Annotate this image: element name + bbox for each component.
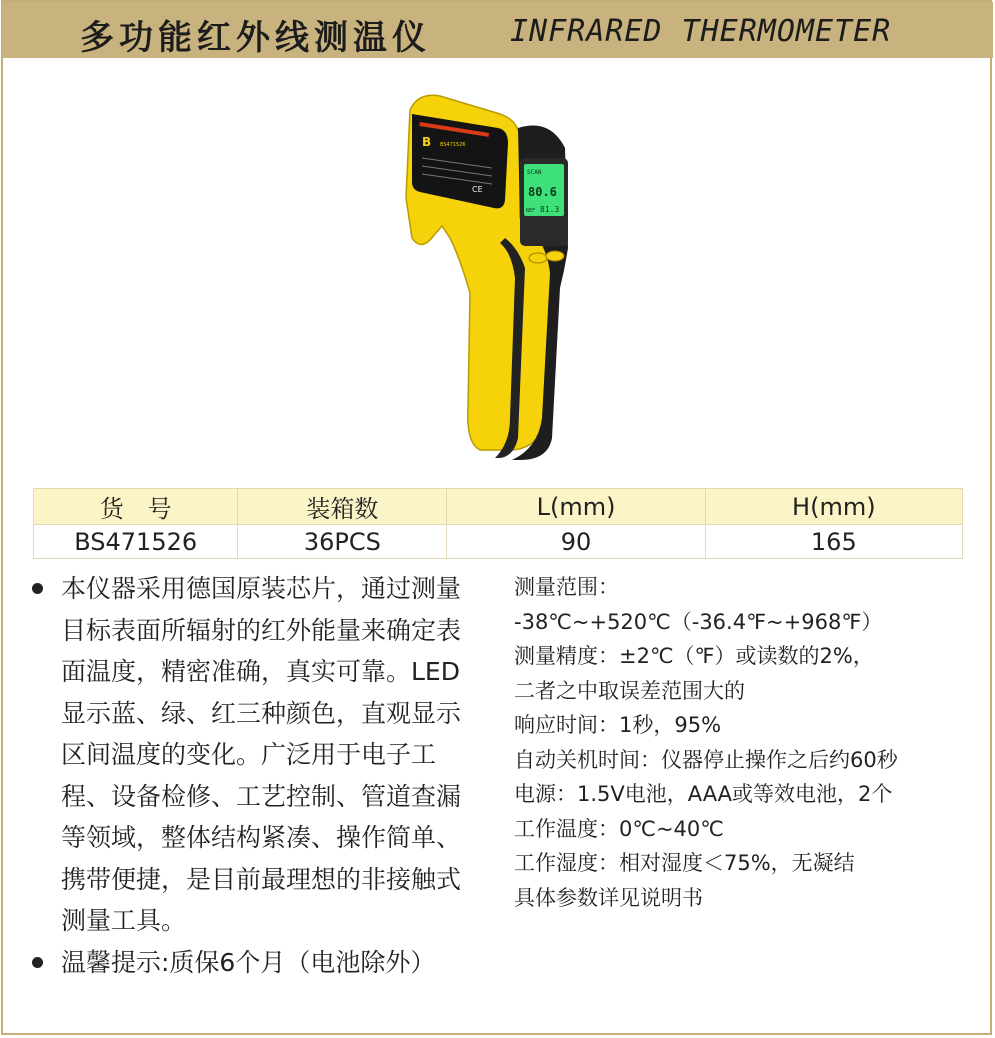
spec-line: 工作湿度：相对湿度＜75%，无凝结 [514, 851, 855, 875]
spec-line: -38℃~+520℃（-36.4℉~+968℉） [514, 609, 883, 634]
warranty-bullet [30, 942, 480, 984]
description [30, 568, 480, 983]
spec-table [33, 488, 963, 559]
model-label: BS471526 [440, 142, 466, 148]
cell-quantity: 36PCS [238, 525, 447, 559]
button-right [546, 251, 564, 261]
header-cell: H(mm) [705, 489, 962, 525]
spec-line: 自动关机时间：仪器停止操作之后约60秒 [514, 747, 898, 772]
spec-line: 测量精度：±2℃（℉）或读数的2%， [514, 644, 874, 668]
description-bullet [30, 568, 480, 942]
spec-list [514, 570, 984, 915]
spec-line: 具体参数详见说明书 [514, 885, 703, 910]
button-left [529, 253, 547, 263]
description-text: 本仪器采用德国原装芯片，通过测量目标表面所辐射的红外能量来确定表面温度，精密准确，真实可靠。LED显示蓝、绿、红三种颜色，直观显示区间温度的变化。广泛用于电子工程、设备检修、工艺控制、管道查漏等领域，整体结构紧凑、操作简单、携带便捷，是目前最理想的非接触式测量工具。 [61, 574, 462, 935]
cell-height: 165 [705, 525, 962, 559]
table-row [34, 525, 963, 559]
ce-mark: CE [472, 185, 483, 194]
title-english: INFRARED THERMOMETER [510, 14, 892, 49]
header-cell: 货 号 [34, 489, 238, 525]
cell-length: 90 [447, 525, 705, 559]
title-bar [2, 2, 993, 58]
screen-mode: SCAN [527, 169, 542, 176]
spec-line: 二者之中取误差范围大的 [514, 678, 745, 703]
header-cell: 装箱数 [238, 489, 447, 525]
spec-line: 响应时间：1秒，95% [514, 713, 722, 737]
spec-table-header [34, 489, 963, 525]
screen-value: 80.6 [528, 185, 557, 199]
brand-logo: B [422, 135, 432, 149]
bullet-dot-icon [32, 957, 43, 968]
screen-ref-label: REF [526, 208, 536, 214]
screen-ref-value: 81.3 [540, 205, 560, 214]
warranty-text: 温馨提示:质保6个月（电池除外） [61, 947, 436, 977]
title-chinese: 多功能红外线测温仪 [80, 18, 431, 58]
thermometer-product-image [400, 88, 580, 468]
header-cell: L(mm) [447, 489, 705, 525]
spec-line: 工作温度：0℃~40℃ [514, 816, 724, 841]
bullet-dot-icon [32, 583, 43, 594]
spec-line: 测量范围： [514, 575, 619, 599]
cell-model: BS471526 [34, 525, 238, 559]
spec-line: 电源：1.5V电池，AAA或等效电池，2个 [514, 782, 893, 806]
